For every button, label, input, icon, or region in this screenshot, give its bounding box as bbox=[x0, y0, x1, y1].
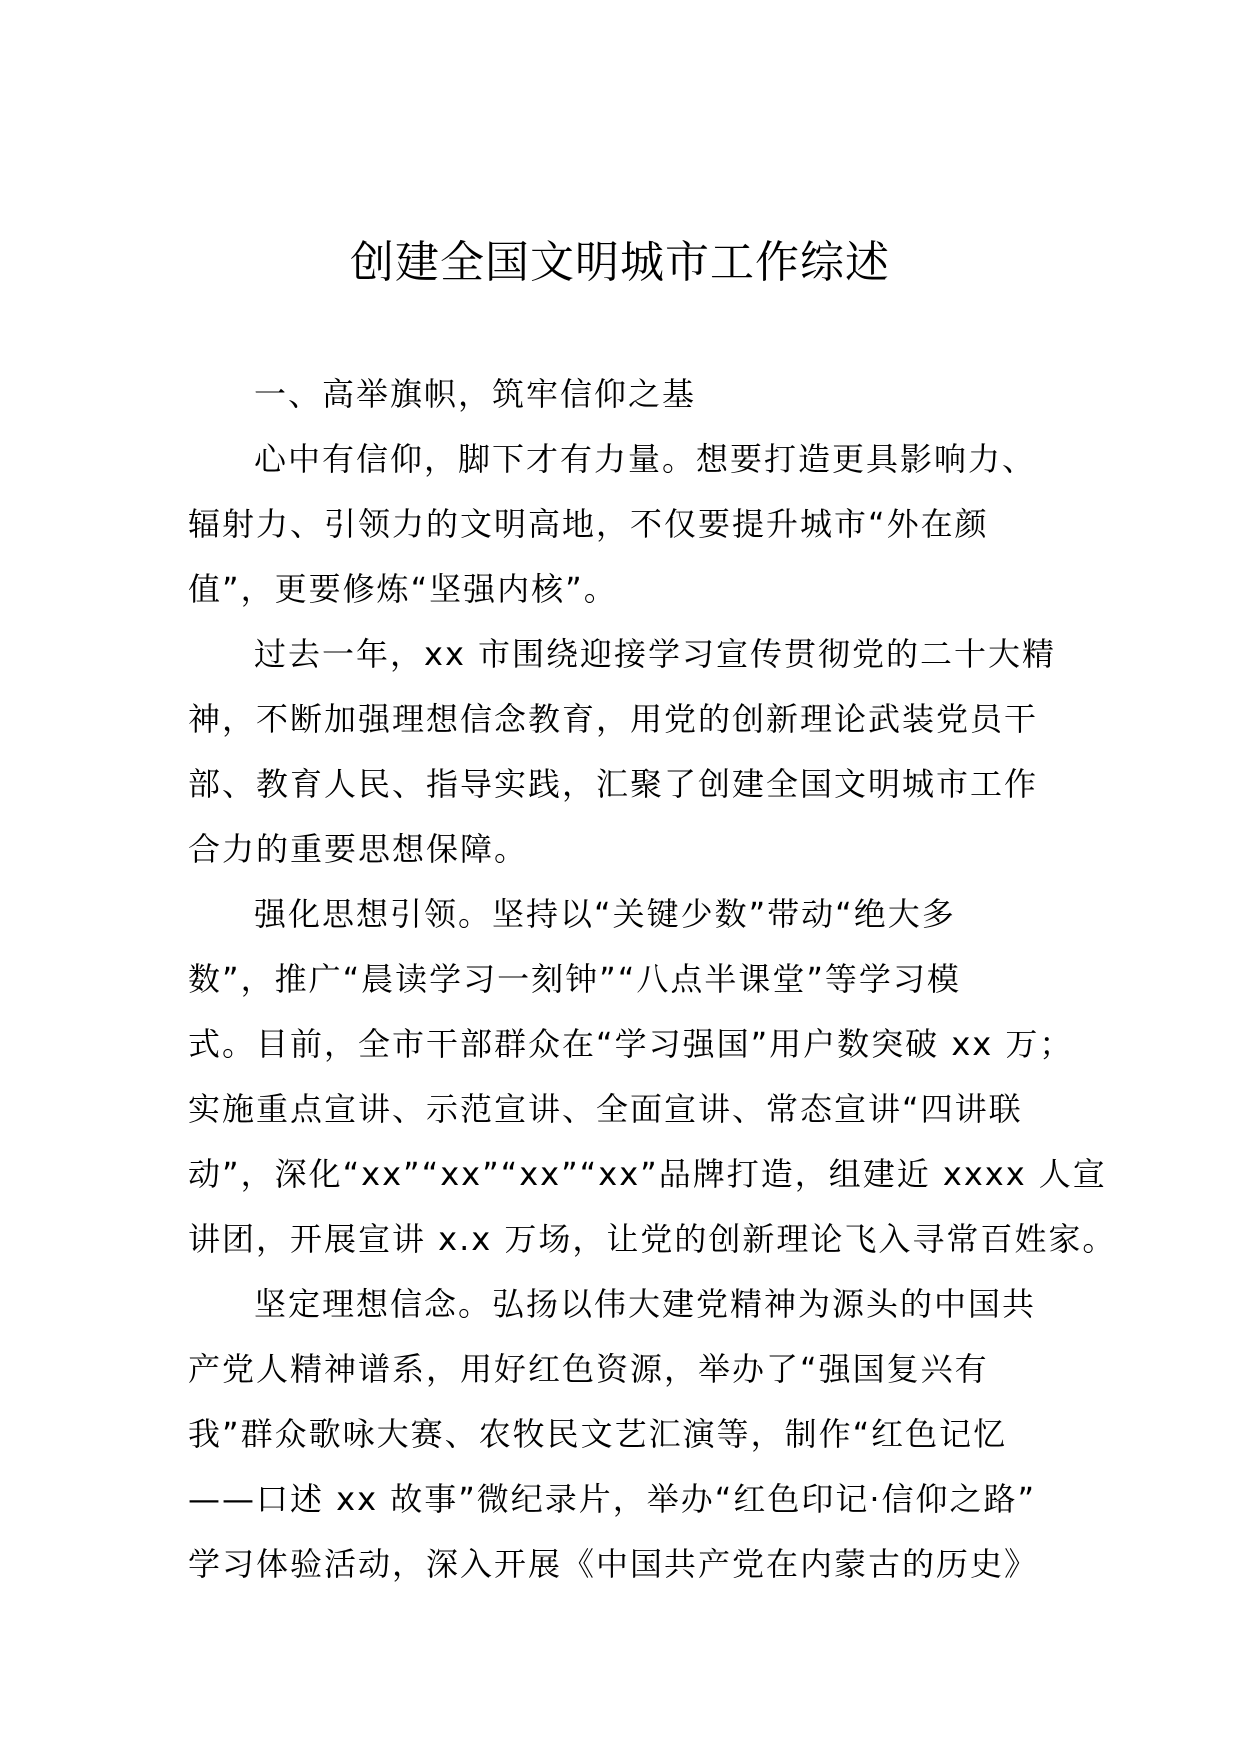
paragraph-line: 坚定理想信念。弘扬以伟大建党精神为源头的中国共 bbox=[254, 1285, 1037, 1323]
section-heading: 一、高举旗帜，筑牢信仰之基 bbox=[254, 375, 697, 413]
paragraph-line: 实施重点宣讲、示范宣讲、全面宣讲、常态宣讲“四讲联 bbox=[188, 1090, 1023, 1128]
paragraph-line: ——口述 xx 故事”微纪录片，举办“红色印记·信仰之路” bbox=[188, 1480, 1037, 1518]
paragraph-line: 学习体验活动，深入开展《中国共产党在内蒙古的历史》 bbox=[188, 1545, 1039, 1583]
document-title: 创建全国文明城市工作综述 bbox=[350, 237, 890, 288]
paragraph-line: 式。目前，全市干部群众在“学习强国”用户数突破 xx 万； bbox=[188, 1025, 1074, 1063]
paragraph-line: 合力的重要思想保障。 bbox=[188, 830, 529, 868]
paragraph-line: 辐射力、引领力的文明高地，不仅要提升城市“外在颜 bbox=[188, 505, 989, 543]
paragraph-line: 动”，深化“xx”“xx”“xx”“xx”品牌打造，组建近 xxxx 人宣 bbox=[188, 1155, 1107, 1193]
paragraph-line: 我”群众歌咏大赛、农牧民文艺汇演等，制作“红色记忆 bbox=[188, 1415, 1008, 1453]
paragraph-line: 讲团，开展宣讲 x.x 万场，让党的创新理论飞入寻常百姓家。 bbox=[188, 1220, 1117, 1258]
paragraph-line: 产党人精神谱系，用好红色资源，举办了“强国复兴有 bbox=[188, 1350, 989, 1388]
paragraph-line: 过去一年，xx 市围绕迎接学习宣传贯彻党的二十大精 bbox=[254, 635, 1057, 673]
paragraph-line: 神，不断加强理想信念教育，用党的创新理论武装党员干 bbox=[188, 700, 1039, 738]
paragraph-line: 数”，推广“晨读学习一刻钟”“八点半课堂”等学习模 bbox=[188, 960, 961, 998]
document-body bbox=[188, 362, 1117, 1597]
paragraph-line: 强化思想引领。坚持以“关键少数”带动“绝大多 bbox=[254, 895, 956, 933]
paragraph-line: 值”，更要修炼“坚强内核”。 bbox=[188, 570, 618, 608]
paragraph-line: 部、教育人民、指导实践，汇聚了创建全国文明城市工作 bbox=[188, 765, 1039, 803]
paragraph-line: 心中有信仰，脚下才有力量。想要打造更具影响力、 bbox=[254, 440, 1037, 478]
